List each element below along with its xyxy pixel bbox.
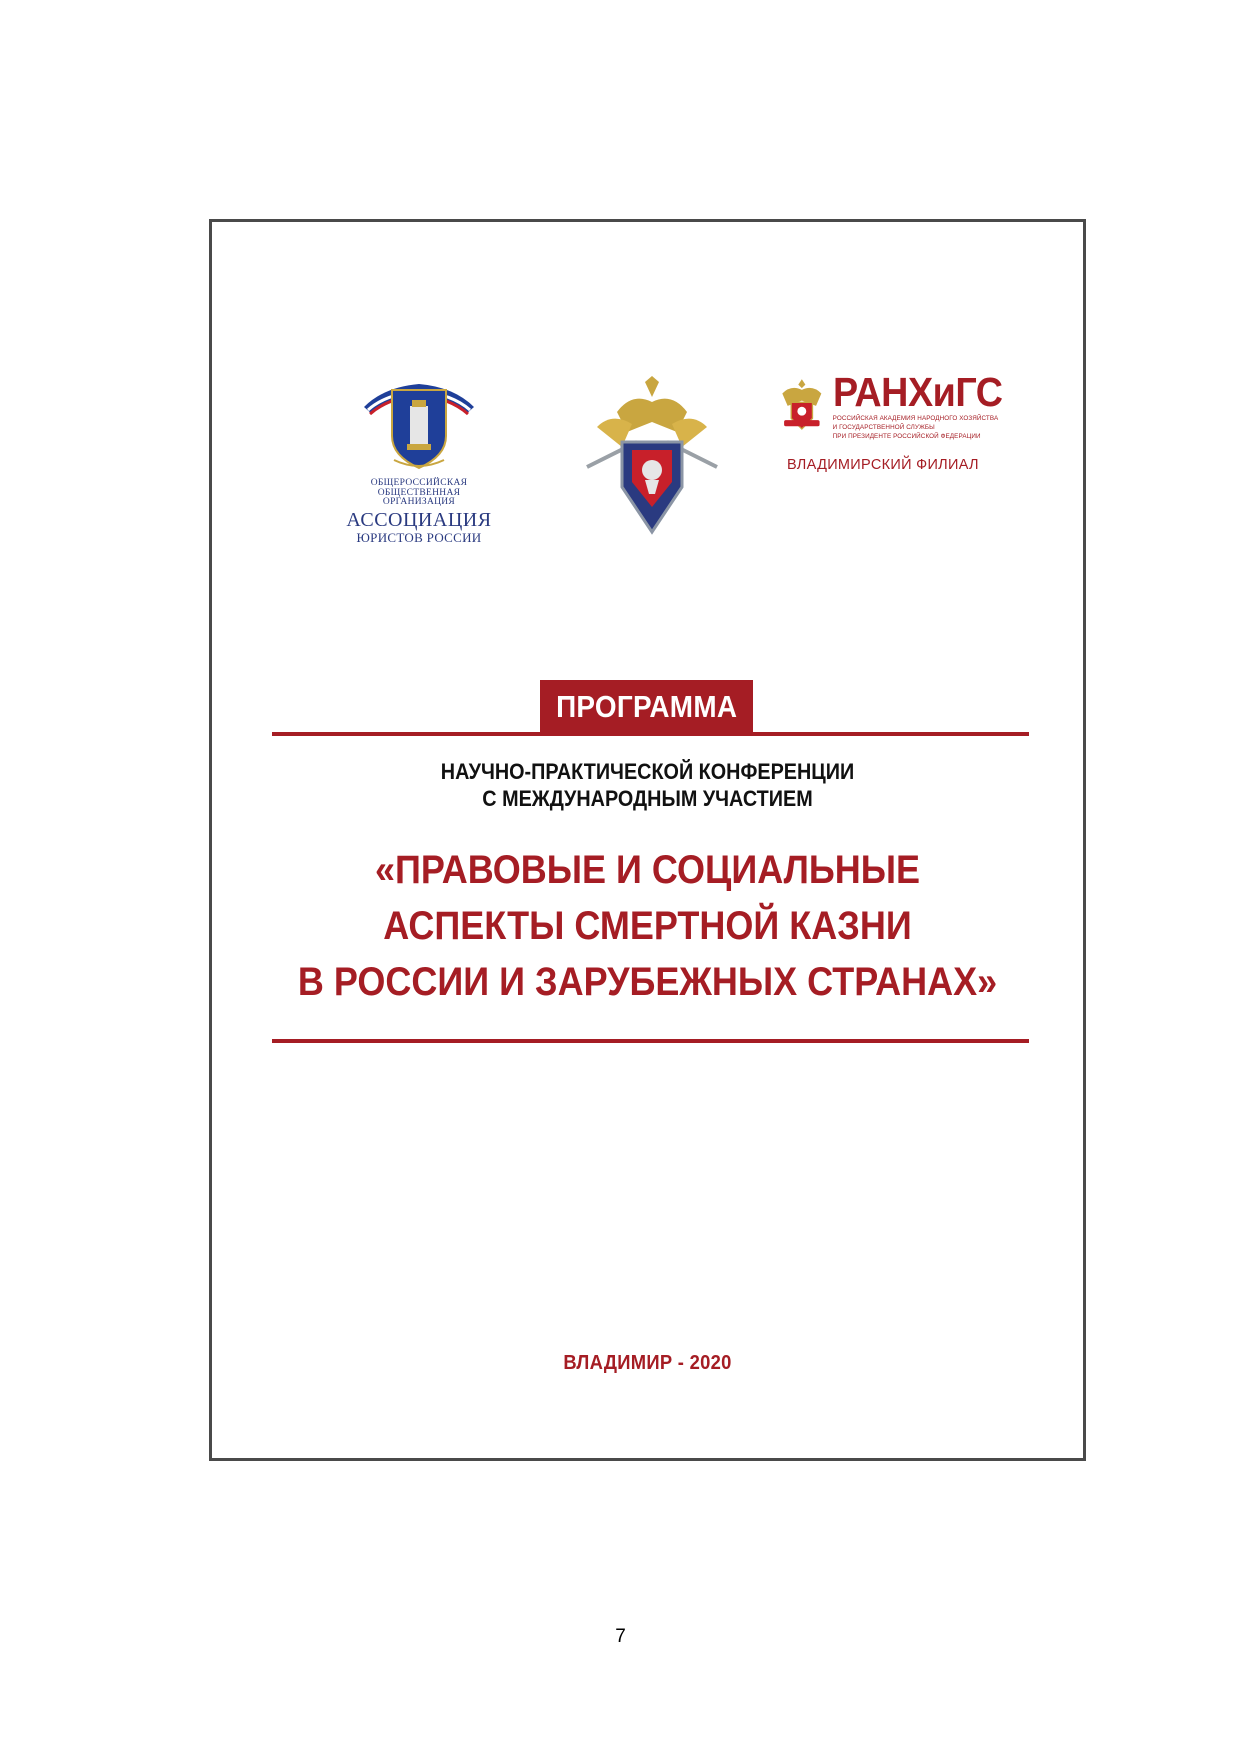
conference-subtitle bbox=[212, 758, 1083, 812]
page-number: 7 bbox=[615, 1626, 626, 1647]
association-of-lawyers-emblem-icon bbox=[354, 372, 484, 472]
ranepa-sub-2: И ГОСУДАРСТВЕННОЙ СЛУЖБЫ bbox=[832, 424, 935, 432]
ranepa-title: РАНХиГС bbox=[832, 369, 1003, 415]
program-text: ПРОГРАММА bbox=[555, 689, 738, 724]
ranepa-sub-1: РОССИЙСКАЯ АКАДЕМИЯ НАРОДНОГО ХОЗЯЙСТВА bbox=[832, 415, 999, 422]
title-line-3: В РОССИИ И ЗАРУБЕЖНЫХ СТРАНАХ» bbox=[297, 960, 998, 1004]
conference-title bbox=[212, 842, 1083, 1010]
ranepa-sub-3: ПРИ ПРЕЗИДЕНТЕ РОССИЙСКОЙ ФЕДЕРАЦИИ bbox=[832, 433, 981, 441]
alr-line-1: ОБЩЕРОССИЙСКАЯ bbox=[370, 478, 468, 488]
cover-frame bbox=[209, 219, 1086, 1461]
investigative-committee-emblem-icon bbox=[577, 372, 727, 542]
subtitle-line-1: НАУЧНО-ПРАКТИЧЕСКОЙ КОНФЕРЕНЦИИ bbox=[440, 759, 855, 784]
program-label bbox=[540, 680, 753, 734]
ranepa-emblem-icon bbox=[777, 372, 827, 438]
ranepa-logo bbox=[777, 369, 1017, 473]
title-line-1: «ПРАВОВЫЕ И СОЦИАЛЬНЫЕ bbox=[374, 848, 921, 892]
alr-line-4: ЮРИСТОВ РОССИИ bbox=[356, 529, 482, 545]
alr-line-2: ОБЩЕСТВЕННАЯ ОРГАНИЗАЦИЯ bbox=[377, 487, 461, 507]
subtitle-line-2: С МЕЖДУНАРОДНЫМ УЧАСТИЕМ bbox=[482, 786, 813, 811]
ranepa-branch: ВЛАДИМИРСКИЙ ФИЛИАЛ bbox=[787, 456, 979, 473]
skr-logo bbox=[577, 372, 727, 547]
bottom-divider bbox=[272, 1039, 1029, 1043]
title-line-2: АСПЕКТЫ СМЕРТНОЙ КАЗНИ bbox=[383, 904, 912, 948]
city-year bbox=[212, 1352, 1083, 1375]
alr-logo bbox=[344, 372, 494, 544]
city-year-text: ВЛАДИМИР - 2020 bbox=[563, 1352, 732, 1374]
alr-line-3: АССОЦИАЦИЯ bbox=[346, 508, 492, 531]
logos-row bbox=[212, 369, 1083, 545]
